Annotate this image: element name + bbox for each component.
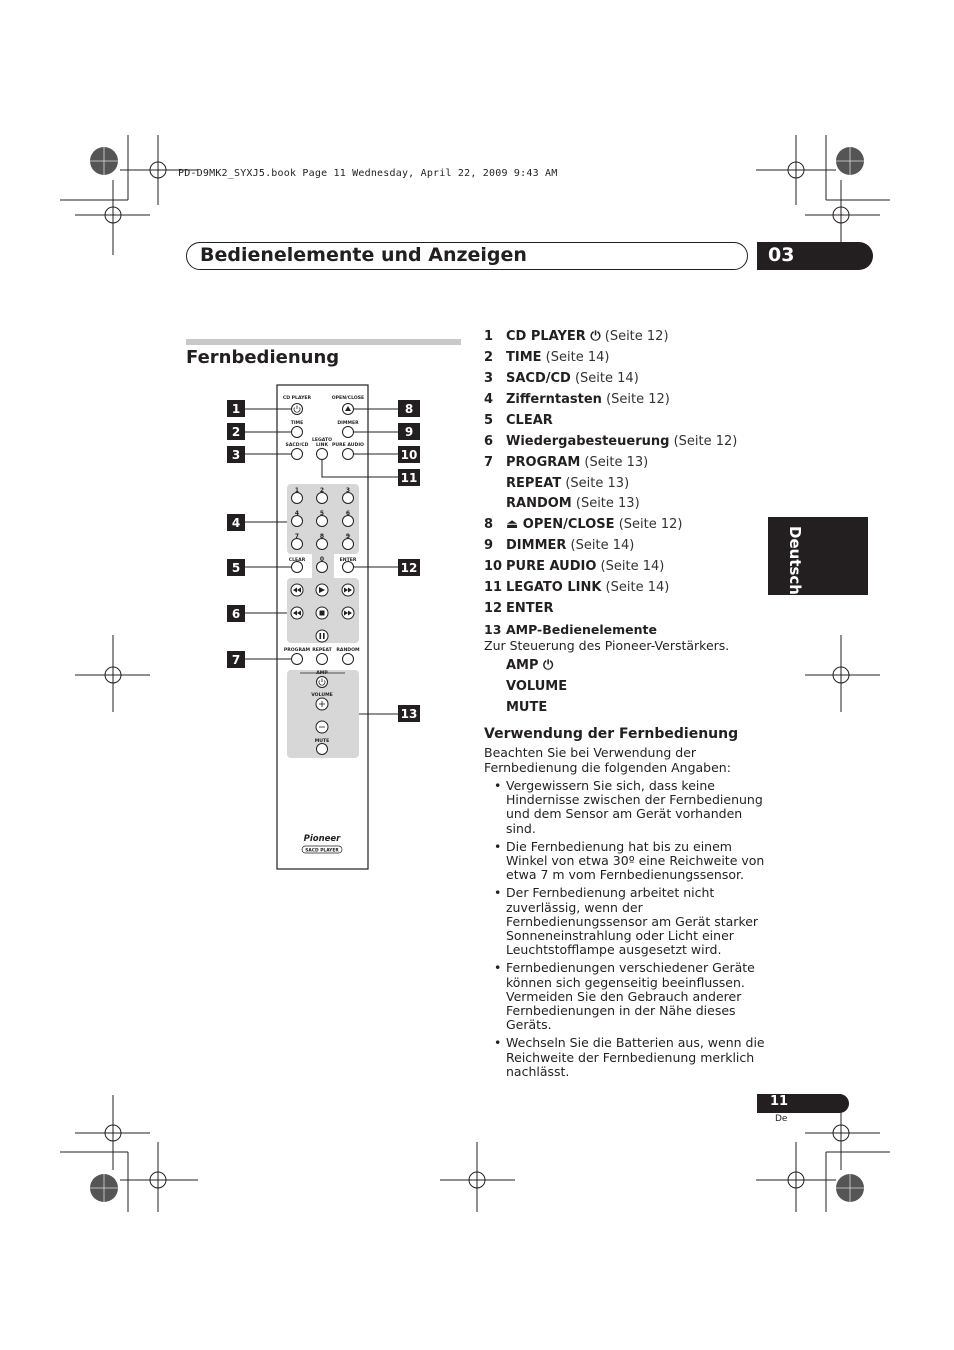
svg-text:10: 10 — [400, 448, 418, 462]
svg-text:CLEAR: CLEAR — [288, 558, 306, 563]
dimmer-button — [343, 427, 354, 438]
book-file-header: PD-D9MK2_SYXJ5.book Page 11 Wednesday, April 22, 2009 9:43 AM — [178, 168, 558, 179]
subsection-rule — [186, 339, 461, 345]
label-cd-player: CD PLAYER — [282, 396, 312, 401]
svg-text:7: 7 — [231, 653, 241, 667]
language-tab-label: Deutsch — [786, 526, 804, 595]
clear-button — [292, 562, 303, 573]
chapter-number: 03 — [768, 244, 795, 266]
svg-text:5: 5 — [319, 510, 325, 517]
svg-text:1: 1 — [231, 402, 241, 416]
page-number: 11 — [770, 1094, 789, 1109]
svg-text:9: 9 — [404, 425, 414, 439]
svg-text:VOLUME: VOLUME — [311, 693, 333, 698]
svg-text:SACD/CD: SACD/CD — [285, 443, 309, 448]
bullet-item: • Fernbedienungen verschiedener Geräte können sich gegenseitig beeinflussen. Vermeiden Sie den Gebrauch anderer Fernbedienungen in der Nähe dieses Geräts. — [494, 961, 769, 1032]
svg-text:12: 12 — [400, 561, 418, 575]
model-label: SACD PLAYER — [305, 848, 339, 854]
repeat-button — [317, 654, 328, 665]
pure-audio-button — [343, 449, 354, 460]
legato-link-button — [317, 449, 328, 460]
svg-text:7: 7 — [294, 533, 300, 540]
usage-heading: Verwendung der Fernbedienung — [484, 726, 739, 742]
svg-text:2: 2 — [231, 425, 241, 439]
svg-text:6: 6 — [345, 510, 351, 517]
svg-text:6: 6 — [231, 607, 241, 621]
svg-text:AMP: AMP — [316, 671, 328, 676]
time-button — [292, 427, 303, 438]
svg-text:4: 4 — [231, 516, 241, 530]
svg-text:3: 3 — [231, 448, 241, 462]
svg-text:OPEN/CLOSE: OPEN/CLOSE — [331, 396, 365, 401]
svg-text:1: 1 — [294, 487, 300, 494]
random-button — [343, 654, 354, 665]
program-button — [292, 654, 303, 665]
page-language: De — [775, 1114, 788, 1124]
amp-description: Zur Steuerung des Pioneer-Verstärkers. — [484, 638, 730, 653]
svg-text:LEGATO: LEGATO — [311, 438, 333, 443]
svg-text:0: 0 — [319, 556, 325, 563]
svg-text:RANDOM: RANDOM — [336, 648, 360, 653]
svg-text:PROGRAM: PROGRAM — [283, 648, 311, 653]
digit-0-button — [317, 562, 328, 573]
svg-text:MUTE: MUTE — [314, 739, 330, 744]
svg-text:PURE AUDIO: PURE AUDIO — [332, 443, 364, 448]
bullet-item: • Die Fernbedienung hat bis zu einem Winkel von etwa 30º eine Reichweite von etwa 7 m vom Fernbedienungssensor. — [494, 840, 769, 883]
subsection-title: Fernbedienung — [186, 347, 340, 368]
svg-text:5: 5 — [231, 561, 241, 575]
svg-text:ENTER: ENTER — [339, 558, 357, 563]
usage-intro: Beachten Sie bei Verwendung der Fernbedienung die folgenden Angaben: — [484, 745, 731, 775]
svg-text:LINK: LINK — [315, 443, 329, 448]
svg-text:13: 13 — [400, 707, 418, 721]
svg-text:3: 3 — [345, 487, 351, 494]
pause-button — [316, 630, 328, 642]
svg-text:REPEAT: REPEAT — [312, 648, 332, 653]
svg-text:TIME: TIME — [290, 421, 304, 426]
svg-text:4: 4 — [294, 510, 300, 517]
usage-bullets — [494, 779, 769, 1083]
mute-button — [317, 744, 328, 755]
bullet-item: • Wechseln Sie die Batterien aus, wenn die Reichweite der Fernbedienung merklich nachlässt. — [494, 1036, 769, 1079]
bullet-item: • Der Fernbedienung arbeitet nicht zuverlässig, wenn der Fernbedienungssensor am Gerät starker Sonneneinstrahlung oder Licht einer Leuchtstofflampe ausgesetzt wird. — [494, 886, 769, 957]
enter-button — [343, 562, 354, 573]
remote-control-illustration — [220, 380, 450, 880]
sacd-cd-button — [292, 449, 303, 460]
svg-text:11: 11 — [400, 471, 418, 485]
svg-text:8: 8 — [319, 533, 325, 540]
svg-text:9: 9 — [345, 533, 351, 540]
svg-text:2: 2 — [319, 487, 325, 494]
svg-text:8: 8 — [404, 402, 414, 416]
svg-text:DIMMER: DIMMER — [337, 421, 359, 426]
section-title: Bedienelemente und Anzeigen — [200, 244, 527, 266]
pioneer-logo: Pioneer — [303, 834, 341, 844]
bullet-item: • Vergewissern Sie sich, dass keine Hindernisse zwischen der Fernbedienung und dem Sensor am Gerät vorhanden sind. — [494, 779, 769, 836]
